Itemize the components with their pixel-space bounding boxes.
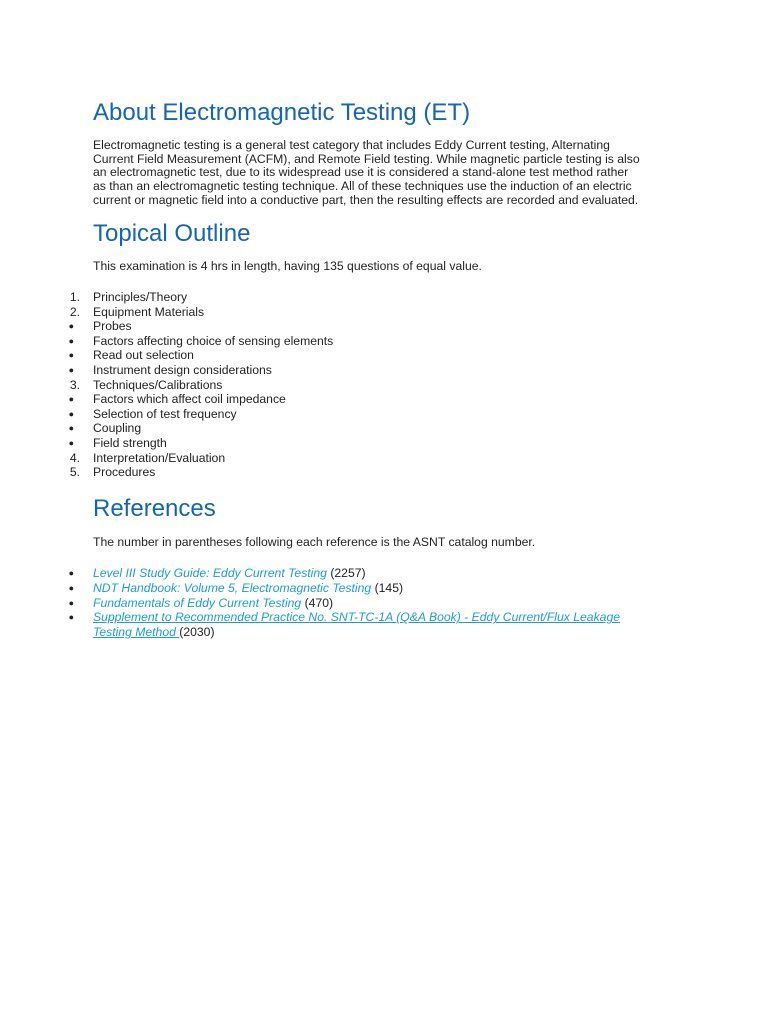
references-heading: References (93, 495, 216, 522)
list-item (0, 451, 333, 466)
list-item-text: Read out selection (93, 348, 194, 363)
list-item-text: Procedures (93, 465, 156, 480)
bullet-icon: ● (68, 350, 74, 361)
exam-note: This examination is 4 hrs in length, having 135 questions of equal value. (93, 259, 482, 273)
reference-link[interactable]: Supplement to Recommended Practice No. SNT-TC-1A (Q&A Book) - Eddy Current/Flux Leakage (93, 610, 620, 625)
list-item (0, 305, 333, 320)
about-line: an electromagnetic test, due to its widespread use it is considered a stand-alone test method rather (93, 165, 629, 180)
bullet-icon: ● (68, 437, 74, 448)
list-item-text: Field strength (93, 435, 167, 450)
bullet-icon: ● (68, 568, 74, 578)
bullet-icon: ● (68, 597, 74, 608)
list-item (0, 348, 333, 363)
list-item (0, 421, 333, 436)
references-list (0, 566, 620, 640)
list-item-text: Probes (93, 319, 132, 334)
list-item (0, 319, 333, 334)
about-line: Electromagnetic testing is a general test category that includes Eddy Current testing, Alternating (93, 138, 610, 152)
about-line: Current Field Measurement (ACFM), and Remote Field testing. While magnetic particle testing is also (93, 151, 640, 166)
list-item (0, 407, 333, 422)
list-marker: 3. (69, 377, 80, 392)
list-marker: 4. (69, 450, 80, 465)
reference-link-continued[interactable]: Testing Method (93, 625, 180, 640)
list-item-text: Selection of test frequency (93, 406, 237, 421)
list-item (0, 334, 333, 349)
list-item (0, 363, 333, 378)
list-item-text: Factors which affect coil impedance (93, 392, 286, 407)
list-item (0, 290, 333, 305)
list-item (0, 436, 333, 451)
catalog-number: (145) (374, 580, 404, 595)
list-item (0, 378, 333, 393)
list-marker: 1. (69, 290, 80, 304)
bullet-icon: ● (68, 612, 74, 623)
list-item-text: Equipment Materials (93, 304, 205, 319)
bullet-icon: ● (68, 335, 74, 346)
list-marker: 2. (69, 304, 80, 319)
reference-item (0, 610, 620, 640)
reference-item (0, 566, 620, 581)
bullet-icon: ● (68, 582, 74, 593)
about-heading: About Electromagnetic Testing (ET) (93, 99, 471, 126)
catalog-number: (2257) (330, 566, 366, 580)
catalog-number: (470) (304, 595, 334, 610)
bullet-icon: ● (68, 423, 74, 434)
list-item (0, 392, 333, 407)
list-item-text: Techniques/Calibrations (93, 377, 223, 392)
reference-link[interactable]: Fundamentals of Eddy Current Testing (93, 595, 302, 610)
reference-link[interactable]: NDT Handbook: Volume 5, Electromagnetic Testing (93, 580, 372, 595)
bullet-icon: ● (68, 364, 74, 375)
list-item-text: Factors affecting choice of sensing elements (93, 333, 334, 348)
list-item-text: Interpretation/Evaluation (93, 450, 226, 465)
reference-item (0, 581, 620, 596)
list-item-text: Principles/Theory (93, 290, 188, 304)
references-note: The number in parentheses following each reference is the ASNT catalog number. (93, 535, 536, 549)
list-item (0, 465, 333, 480)
bullet-icon: ● (68, 394, 74, 405)
reference-item (0, 596, 620, 611)
about-line: as than an electromagnetic testing technique. All of these techniques use the induction of an electric (93, 179, 632, 194)
outline-list (0, 290, 333, 480)
list-marker: 5. (69, 465, 80, 480)
about-paragraph (93, 139, 683, 208)
list-item-text: Instrument design considerations (93, 362, 272, 377)
bullet-icon: ● (68, 408, 74, 419)
topical-outline-heading: Topical Outline (93, 220, 251, 247)
about-line: current or magnetic field into a conductive part, then the resulting effects are recorded and evaluated. (93, 192, 639, 207)
catalog-number: (2030) (179, 625, 215, 640)
reference-link[interactable]: Level III Study Guide: Eddy Current Testing (93, 566, 327, 580)
list-item-text: Coupling (93, 421, 142, 436)
bullet-icon: ● (68, 321, 74, 332)
